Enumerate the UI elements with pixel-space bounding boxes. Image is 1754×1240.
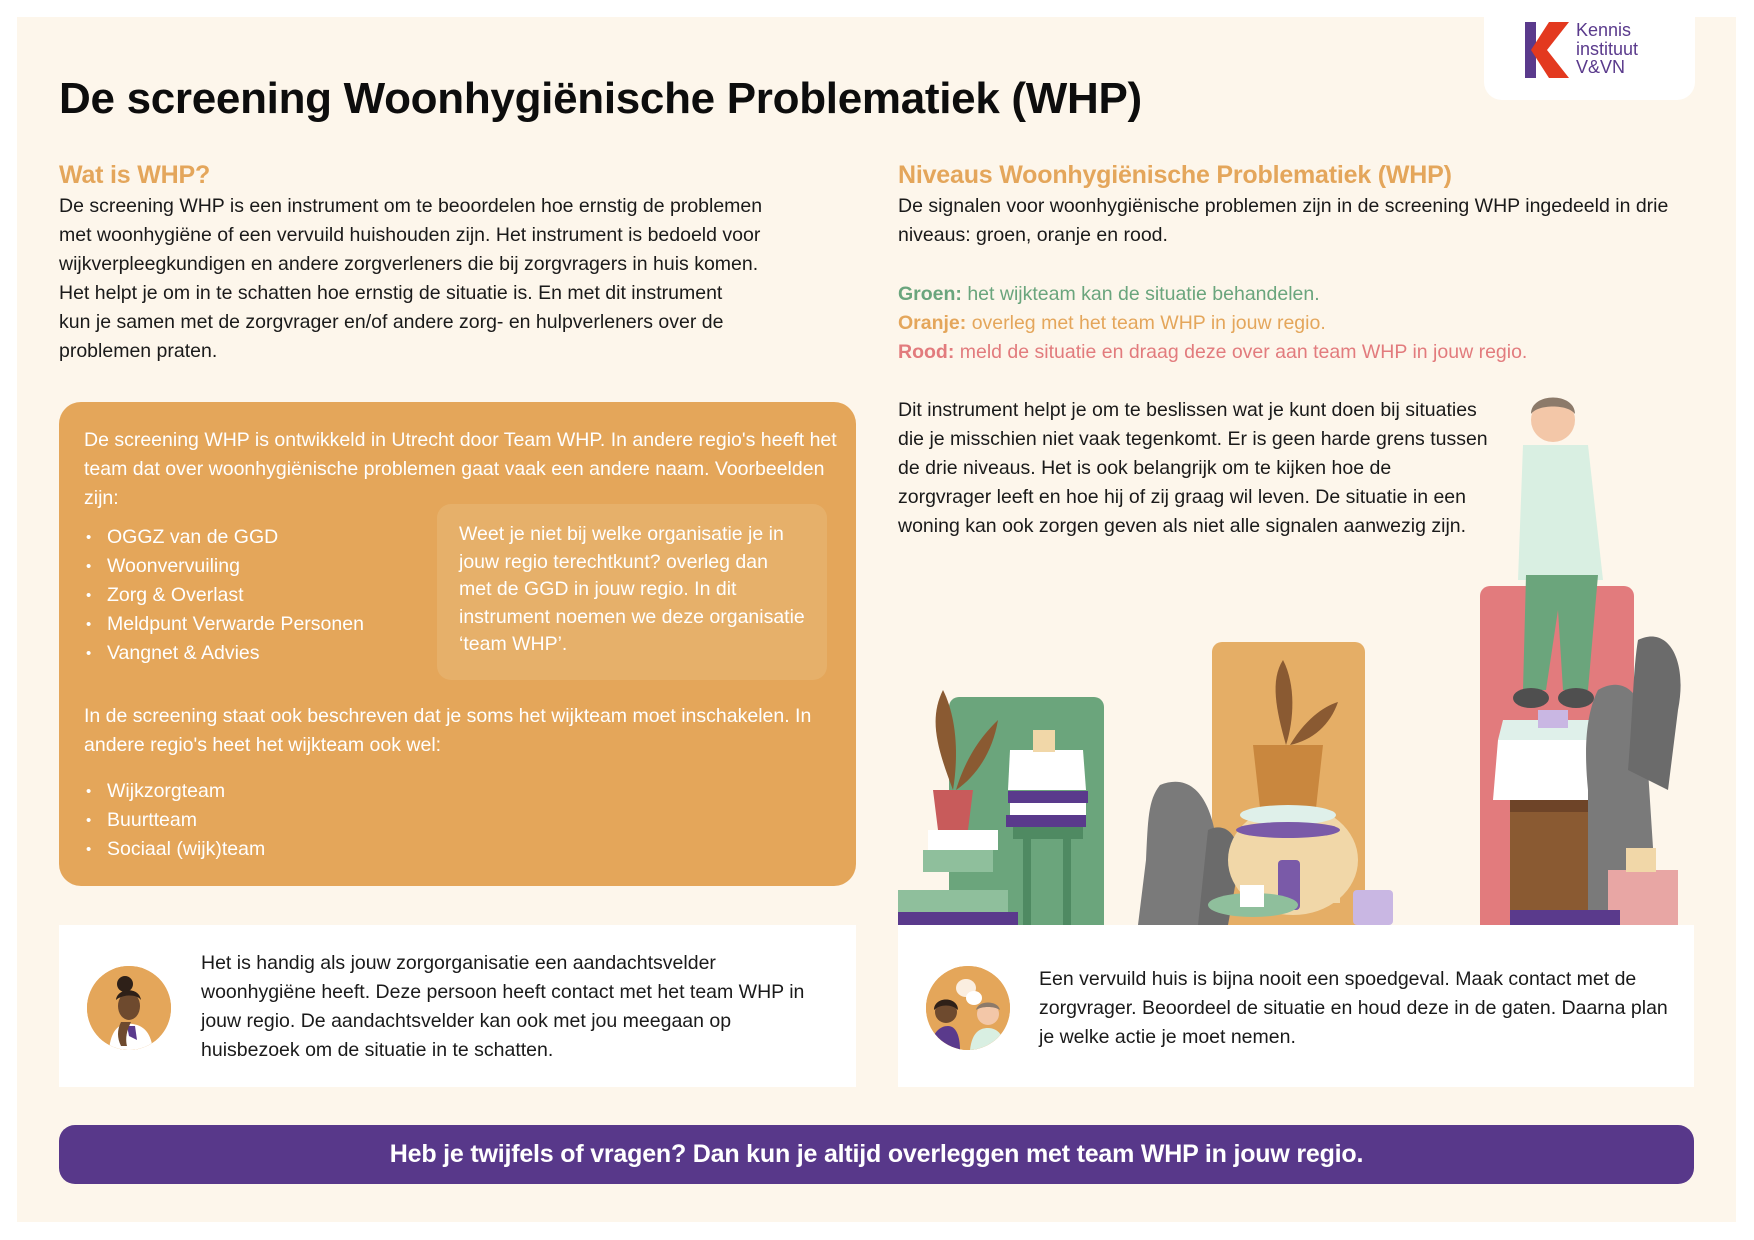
intro-line: Het helpt je om in te schatten hoe ernstig de situatie is. En met dit instrument xyxy=(59,282,723,304)
intro-line: wijkverpleegkundigen en andere zorgverleners die bij zorgvragers in huis komen. xyxy=(59,253,759,275)
list-item: • Woonvervuiling xyxy=(84,552,364,581)
team-examples-list xyxy=(84,523,364,668)
list-item: • Buurtteam xyxy=(84,806,265,835)
list-item: • Vangnet & Advies xyxy=(84,639,364,668)
section-heading-niveaus: Niveaus Woonhygiënische Problematiek (WHP) xyxy=(898,161,1452,189)
tip-box: Weet je niet bij welke organisatie je in jouw regio terechtkunt? overleg dan met de GGD in jouw regio. In dit instrument noemen we deze organisatie ‘team WHP’. xyxy=(437,504,827,680)
level-green-text: het wijkteam kan de situatie behandelen. xyxy=(961,283,1320,305)
list-item: • OGGZ van de GGD xyxy=(84,523,364,552)
clutter-levels-illustration xyxy=(898,390,1694,925)
nurse-avatar-icon xyxy=(87,966,171,1050)
logo-text xyxy=(1576,21,1638,77)
team-names-box xyxy=(59,402,856,886)
levels-list xyxy=(898,280,1527,367)
section-heading-wat-is-whp: Wat is WHP? xyxy=(59,161,211,189)
intro-paragraph xyxy=(59,192,859,366)
aandachtsvelder-card xyxy=(59,925,856,1087)
level-green xyxy=(898,280,1527,309)
logo-line-2: instituut xyxy=(1576,38,1639,59)
contact-banner: Heb je twijfels of vragen? Dan kun je altijd overleggen met team WHP in jouw regio. xyxy=(59,1125,1694,1184)
spoedgeval-card xyxy=(898,925,1694,1087)
team-names-intro: De screening WHP is ontwikkeld in Utrecht door Team WHP. In andere regio's heeft het team dat over woonhygiënische problemen gaat vaak een andere naam. Voorbeelden zijn: xyxy=(84,429,837,509)
list-item: • Wijkzorgteam xyxy=(84,777,265,806)
wijkteam-intro: In de screening staat ook beschreven dat je soms het wijkteam moet inschakelen. In andere regio's heet het wijkteam ook wel: xyxy=(84,705,812,756)
logo-line-1: Kennis xyxy=(1576,20,1632,40)
list-item: • Meldpunt Verwarde Personen xyxy=(84,610,364,639)
list-item: • Zorg & Overlast xyxy=(84,581,364,610)
logo-line-3: V&VN xyxy=(1576,57,1626,77)
intro-line: De screening WHP is een instrument om te beoordelen hoe ernstig de problemen xyxy=(59,195,763,217)
level-green-label: Groen: xyxy=(898,283,962,305)
intro-line: problemen praten. xyxy=(59,340,218,362)
niveaus-intro: De signalen voor woonhygiënische problemen zijn in de screening WHP ingedeeld in drie niveaus: groen, oranje en rood. xyxy=(898,195,1669,246)
level-orange-label: Oranje: xyxy=(898,312,967,334)
page-title: De screening Woonhygiënische Problematiek (WHP) xyxy=(59,74,1142,123)
level-orange xyxy=(898,309,1527,338)
intro-line: kun je samen met de zorgvrager en/of andere zorg- en hulpverleners over de xyxy=(59,311,724,333)
level-red-label: Rood: xyxy=(898,341,955,363)
conversation-avatar-icon xyxy=(926,966,1010,1050)
clutter-items-icon xyxy=(898,390,1694,925)
level-red-text: meld de situatie en draag deze over aan team WHP in jouw regio. xyxy=(954,341,1528,363)
aandachtsvelder-text: Het is handig als jouw zorgorganisatie een aandachtsvelder woonhygiëne heeft. Deze persoon heeft contact met het team WHP in jouw regio. De aandachtsvelder kan ook met jou meegaan op huisbezoek om de situatie in te schatten. xyxy=(201,952,805,1061)
wijkteam-names-list xyxy=(84,777,265,864)
spoedgeval-text: Een vervuild huis is bijna nooit een spoedgeval. Maak contact met de zorgvrager. Beoordeel de situatie en houd deze in de gaten. Daarna plan je welke actie je moet nemen. xyxy=(1039,968,1668,1048)
logo-card xyxy=(1484,17,1695,100)
intro-line: met woonhygiëne of een vervuild huishouden zijn. Het instrument is bedoeld voor xyxy=(59,224,761,246)
level-orange-text: overleg met het team WHP in jouw regio. xyxy=(966,312,1326,334)
kennisinstituut-logo-icon xyxy=(1525,22,1569,78)
level-red xyxy=(898,338,1527,367)
niveaus-explanation: Dit instrument helpt je om te beslissen wat je kunt doen bij situaties die je misschien niet vaak tegenkomt. Er is geen harde grens tussen de drie niveaus. Het is ook belangrijk om te kijken hoe de zorgvrager leeft en hoe hij of zij graag wil leven. De situatie in een woning kan ook zorgen geven als niet alle signalen aanwezig zijn. xyxy=(898,399,1488,537)
list-item: • Sociaal (wijk)team xyxy=(84,835,265,864)
